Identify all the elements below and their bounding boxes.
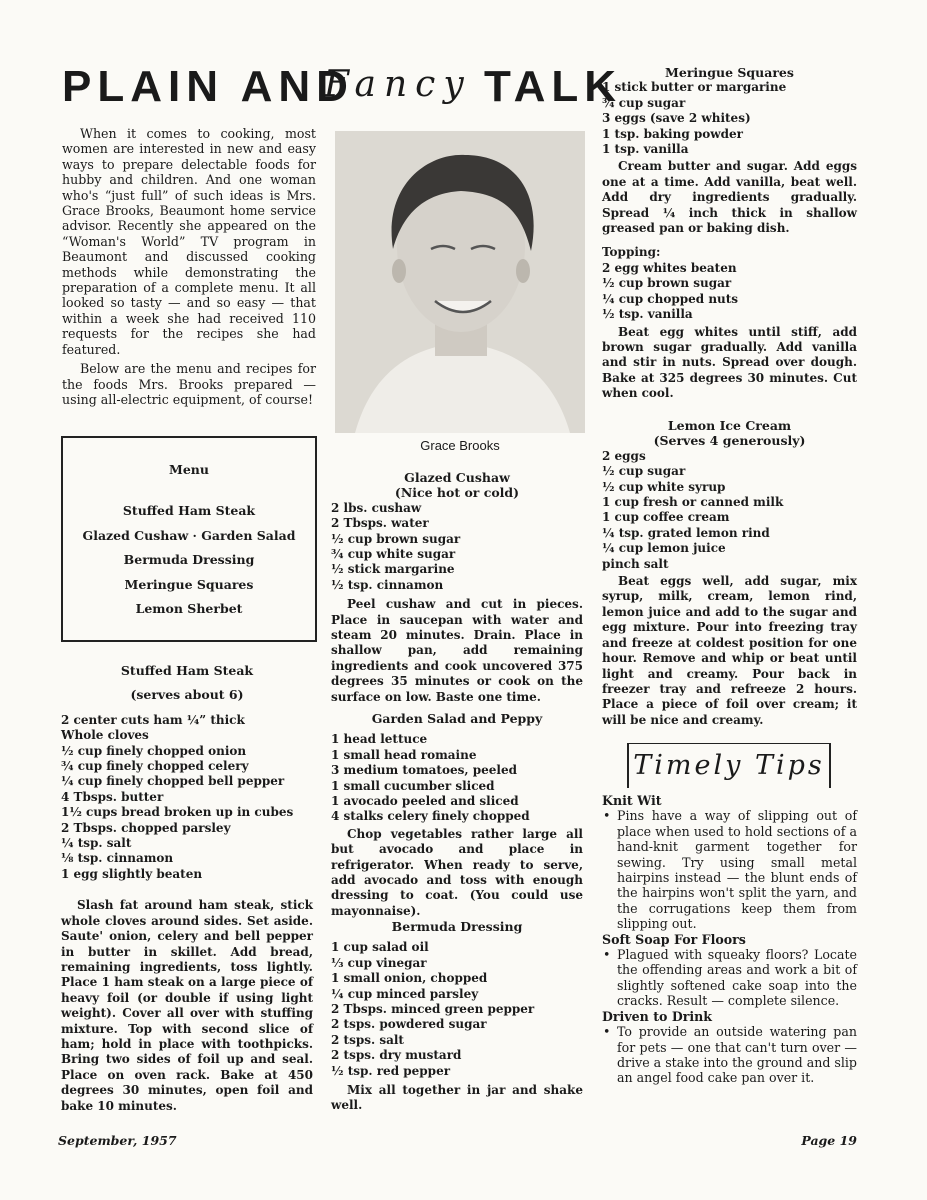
title-plain-and: PLAIN AND: [62, 62, 354, 111]
page-title: [62, 62, 623, 122]
ingredient: ¼ cup chopped nuts: [602, 291, 739, 306]
ingredient-list: [331, 732, 583, 824]
ingredient: 4 stalks celery finely chopped: [331, 809, 530, 824]
topping-list: [602, 261, 857, 323]
topping-label: Topping:: [602, 245, 661, 260]
recipe-directions: Cream butter and sugar. Add eggs one at a time. Add vanilla, beat well. Add dry ingredients gradually. Spread ¼ inch thick in shallow greased pan or baking dish.: [602, 159, 857, 236]
ingredient: 1 head lettuce: [331, 732, 428, 747]
ingredient: ¼ tsp. salt: [61, 836, 132, 851]
ingredient: 2 tsps. powdered sugar: [331, 1017, 487, 1032]
ingredient: 1 tsp. vanilla: [602, 142, 689, 157]
intro-paragraph-1: When it comes to cooking, most women are interested in new and easy ways to prepare delectable foods for hubby and children. And one woman who's “just full” of such ideas is Mrs. Grace Brooks, Beaumont home service advisor. Recently she appeared on the “Woman's World” TV program in Beaumont and discussed cooking methods while demonstrating the preparation of a complete menu. It all looked so tasty — and so easy — that within a week she had received 110 requests for the recipes she had featured.: [62, 126, 316, 357]
footer-date: September, 1957: [58, 1133, 177, 1148]
ingredient: ¼ cup lemon juice: [602, 541, 726, 556]
ingredient: ¼ tsp. grated lemon rind: [602, 525, 770, 540]
recipe-serves: (Nice hot or cold): [394, 485, 520, 501]
page-number: Page 19: [801, 1133, 857, 1148]
ingredient: ½ cup white syrup: [602, 479, 726, 494]
tip-text: • Plagued with squeaky floors? Locate the offending areas and work a bit of slightly softened cake soap into the cracks. Result — complete silence.: [602, 947, 857, 1009]
ingredient: 4 Tbsps. butter: [61, 789, 164, 804]
ingredient: Whole cloves: [61, 728, 149, 743]
ingredient-list: [331, 940, 583, 1079]
ingredient: 1 small onion, chopped: [331, 971, 488, 986]
ingredient: 1 cup salad oil: [331, 940, 429, 955]
ingredient: 1½ cups bread broken up in cubes: [61, 805, 294, 820]
ingredient: ½ cup sugar: [602, 464, 686, 479]
menu-item: Glazed Cushaw · Garden Salad: [82, 527, 296, 543]
ingredient: ¾ cup finely chopped celery: [61, 759, 249, 774]
tip-text: • Pins have a way of slipping out of place when used to hold sections of a hand-knit garment together for sewing. Try using small metal hairpins instead — the blunt ends of the hairpins won't split the yarn, and the corrugations keep them from slipping out.: [602, 808, 857, 931]
timely-tips-heading: Timely Tips: [627, 743, 831, 788]
recipe-directions: Mix all together in jar and shake well.: [331, 1083, 583, 1113]
ingredient: 1 cup coffee cream: [602, 510, 730, 525]
ingredient: 1 tsp. baking powder: [602, 126, 743, 141]
ingredient-list: [602, 80, 857, 157]
ingredient: 2 Tbsps. chopped parsley: [61, 820, 231, 835]
photo-caption: Grace Brooks: [420, 438, 500, 453]
recipe-title: Garden Salad and Peppy: [371, 711, 543, 726]
ingredient: 1 avocado peeled and sliced: [331, 794, 519, 809]
recipe-directions: Chop vegetables rather large all but avocado and place in refrigerator. When ready to serve, add avocado and toss with enough dressing to coat. (You could use mayonnaise).: [331, 826, 583, 918]
ingredient: ½ cup finely chopped onion: [61, 743, 247, 758]
ingredient: 1 egg slightly beaten: [61, 866, 203, 881]
ingredient: 3 eggs (save 2 whites): [602, 111, 751, 126]
ingredient: 1 cup fresh or canned milk: [602, 495, 784, 510]
ingredient: 1 small cucumber sliced: [331, 778, 495, 793]
ingredient: ¾ cup sugar: [602, 95, 686, 110]
recipe-title: Meringue Squares: [665, 65, 794, 80]
recipe-title: Lemon Ice Cream: [667, 418, 792, 433]
recipe-garden-salad: [331, 711, 583, 919]
ingredient: 2 Tbsps. water: [331, 516, 429, 531]
ingredient-list: [331, 501, 583, 593]
ingredient: ½ cup brown sugar: [602, 276, 732, 291]
ingredient-list: [602, 449, 857, 572]
topping-directions: Beat egg whites until stiff, add brown sugar gradually. Add vanilla and stir in nuts. Spread over dough. Bake at 325 degrees 30 minutes. Cut when cool.: [602, 324, 857, 401]
menu-item: Meringue Squares: [124, 576, 254, 592]
recipe-bermuda-dressing: [331, 919, 583, 1114]
recipe-lemon-ice-cream: [602, 418, 857, 728]
menu-item: Bermuda Dressing: [123, 552, 255, 567]
ingredient: 1 small head romaine: [331, 747, 477, 762]
ingredient: ⅛ tsp. cinnamon: [61, 851, 174, 866]
ingredient: 2 lbs. cushaw: [331, 500, 422, 515]
menu-box: [61, 436, 317, 642]
intro-paragraph-2: Below are the menu and recipes for the foods Mrs. Brooks prepared — using all-electric equipment, of course!: [62, 361, 316, 407]
recipe-serves: (Serves 4 generously): [653, 433, 806, 449]
recipe-stuffed-ham-steak: [61, 663, 313, 1114]
ingredient: ¼ cup minced parsley: [331, 986, 479, 1001]
recipe-title: Glazed Cushaw: [404, 470, 510, 485]
ingredient: ½ tsp. red pepper: [331, 1063, 451, 1078]
recipe-glazed-cushaw: [331, 470, 583, 705]
recipe-title: Bermuda Dressing: [391, 919, 523, 934]
ingredient: 2 egg whites beaten: [602, 260, 737, 275]
recipe-title: Stuffed Ham Steak: [120, 663, 254, 678]
tip-title: Soft Soap For Floors: [602, 931, 746, 947]
ingredient: ¾ cup white sugar: [331, 547, 456, 562]
ingredient: 1 stick butter or margarine: [602, 80, 787, 95]
ingredient: ½ tsp. vanilla: [602, 307, 693, 322]
menu-item: Stuffed Ham Steak: [122, 503, 256, 518]
ingredient: 2 tsps. salt: [331, 1032, 404, 1047]
menu-item: Lemon Sherbet: [135, 601, 243, 616]
ingredient: 2 center cuts ham ¼” thick: [61, 712, 245, 727]
recipe-serves: (serves about 6): [130, 687, 244, 703]
ingredient: pinch salt: [602, 556, 669, 571]
ingredient: ½ tsp. cinnamon: [331, 577, 444, 592]
title-fancy: Fancy: [324, 64, 472, 105]
tip-title: Driven to Drink: [602, 1008, 713, 1024]
recipe-meringue-squares: [602, 65, 857, 402]
ingredient: 2 Tbsps. minced green pepper: [331, 1002, 535, 1017]
ingredient: 2 eggs: [602, 448, 646, 463]
intro-text: [62, 126, 316, 407]
ingredient: 3 medium tomatoes, peeled: [331, 763, 517, 778]
menu-heading: Menu: [169, 462, 209, 477]
ingredient: 2 tsps. dry mustard: [331, 1048, 462, 1063]
portrait-illustration: [335, 131, 585, 433]
ingredient: ¼ cup finely chopped bell pepper: [61, 774, 285, 789]
recipe-directions: Slash fat around ham steak, stick whole cloves around sides. Set aside. Saute' onion, celery and bell pepper in butter in skillet. Add bread, remaining ingredients, toss lightly. Place 1 ham steak on a large piece of heavy foil (or double if using light weight). Cover all over with stuffing mixture. Top with second slice of ham; hold in place with toothpicks. Bring two sides of foil up and seal. Place on oven rack. Bake at 450 degrees 30 minutes, open foil and bake 10 minutes.: [61, 898, 313, 1113]
ingredient: ⅓ cup vinegar: [331, 955, 427, 970]
tip-title: Knit Wit: [602, 793, 662, 808]
recipe-directions: Peel cushaw and cut in pieces. Place in saucepan with water and steam 20 minutes. Drain. Place in shallow pan, add remaining ingredients and cook uncovered 375 degrees 35 minutes or cook on the surface on low. Baste one time.: [331, 597, 583, 704]
ingredient-list: [61, 713, 313, 882]
title-talk: TALK: [484, 62, 623, 111]
portrait-photo: [335, 131, 585, 433]
ingredient: ½ cup brown sugar: [331, 531, 461, 546]
recipe-directions: Beat eggs well, add sugar, mix syrup, milk, cream, lemon rind, lemon juice and add to the sugar and egg mixture. Pour into freezing tray and freeze at coldest position for one hour. Remove and whip or beat until light and creamy. Pour back in freezer tray and refreeze 2 hours. Place a piece of foil over cream; it will be nice and creamy.: [602, 574, 857, 727]
tip-text: • To provide an outside watering pan for pets — one that can't turn over — drive a stake into the ground and slip an angel food cake pan over it.: [602, 1024, 857, 1086]
tips-list: [602, 793, 857, 1086]
ingredient: ½ stick margarine: [331, 562, 455, 577]
